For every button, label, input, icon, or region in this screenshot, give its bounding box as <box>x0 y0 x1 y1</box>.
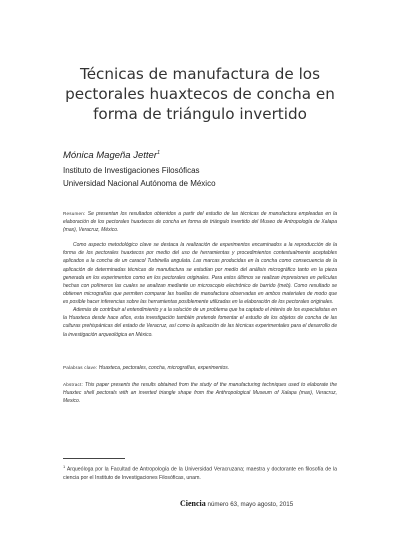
keywords-label: Palabras clave: <box>63 365 98 370</box>
author-footnote-mark: 1 <box>157 150 161 156</box>
footnote-text: Arqueóloga por la Facultad de Antropología de la Universidad Veracruzana; maestra y doctorante en filosofía de la ciencia por el Instituto de Investigaciones Filosóficas, unam. <box>63 466 338 481</box>
footnote <box>63 463 337 482</box>
affiliation-university: Universidad Nacional Autónoma de México <box>63 179 216 188</box>
page-footer <box>180 499 340 508</box>
abstract-paragraph-1 <box>63 210 337 235</box>
author-name-text: Mónica Mageña Jetter <box>63 150 157 162</box>
abstract-p1-text: Se presentan los resultados obtenidos a partir del estudio de las técnicas de manufactura empleadas en la elaboración de los pectorales huaxtecos de concha en forma de triángulo invertido del Museo de Antropología de Xalapa (max), Veracruz, México. <box>63 211 337 234</box>
journal-brand: Ciencia <box>180 499 206 508</box>
abstract-en-text: This paper presents the results obtained from the study of the manufacturing techniques used to elaborate the Huaxtec shell pectorals with an inverted triangle shape from the Anthropological Museum of Xalapa (max), Veracruz, Mexico. <box>63 382 338 405</box>
article-title: Técnicas de manufactura de los pectorales huaxtecos de concha en forma de triángulo invertido <box>65 65 335 123</box>
abstract-english <box>63 381 337 406</box>
abstract-p2-text: Como aspecto metodológico clave se destaca la realización de experimentos encaminados a la reproducción de la forma de los pectorales huaxtecos por medio del uso de herramientas y procedimientos contextualmente aceptables aplicados a la concha de un caracol Turbinella angulata. Las marcas producidas en la concha como consecuencia de la aplicación de determinadas técnicas de manufactura se estudian por medio del análisis micrográfico tanto en la pieza generada en los experimentos como en los pectorales originales. Para estos últimos se realizan impresiones en películas hechas con polímeros las cuales se analizan mediante un microscopio electrónico de barrido (meb). Como resultado se obtienen micrografías que permiten comparar las huellas de manufactura observadas en ambos materiales de modo que es posible hacer inferencias sobre las herramientas posiblemente utilizadas en la elaboración de los pectorales originales. <box>63 242 337 306</box>
footnote-rule <box>63 458 125 459</box>
journal-issue: número 63, mayo agosto, 2015 <box>207 501 294 508</box>
keywords-line <box>63 364 337 372</box>
affiliation-institute: Instituto de Investigaciones Filosóficas <box>63 166 200 175</box>
keywords-text: Huaxteca, pectorales, concha, micrografías, experimentos. <box>98 365 230 371</box>
abstract-lead-en: Abstract: <box>63 382 83 387</box>
abstract-p3-text: Además de contribuir al entendimiento y a la solución de un problema que ha captado el interés de los especialistas en la Huaxteca desde hace años, esta investigación también pretende fomentar el estudio de los objetos de concha de las culturas prehispánicas del estado de Veracruz, así como la aplicación de las técnicas experimentales para el desarrollo de la investigación arqueológica en México. <box>63 307 337 338</box>
footnote-mark: 1 <box>63 464 66 469</box>
abstract-paragraph-3 <box>63 306 337 339</box>
abstract-lead-es: Resumen: <box>63 211 86 216</box>
author-name <box>63 150 160 161</box>
abstract-paragraph-2 <box>63 241 337 307</box>
